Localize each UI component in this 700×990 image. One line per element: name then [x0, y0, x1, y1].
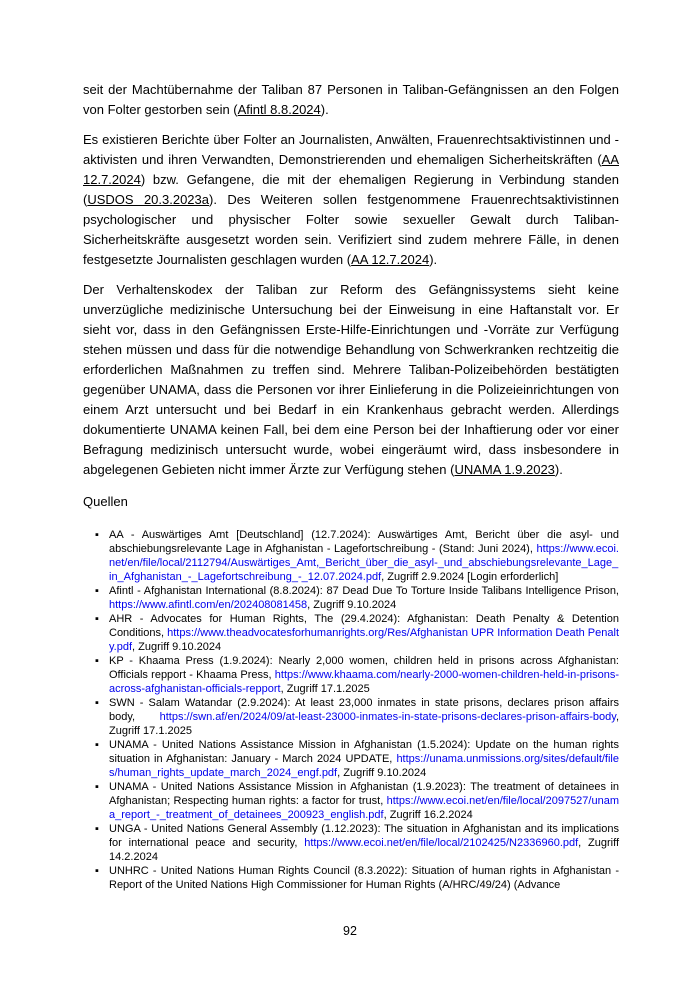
source-text: , Zugriff 9.10.2024: [132, 641, 222, 653]
source-item: [83, 822, 619, 864]
citation-link[interactable]: UNAMA 1.9.2023: [454, 462, 555, 477]
source-text: UNHRC - United Nations Human Rights Council (8.3.2022): Situation of human rights in Afghanistan - Report of the United Nations High Commissioner for Human Rights (A/HRC/49/24) (Advance: [109, 865, 619, 891]
bullet-icon: ▪: [95, 613, 99, 625]
bullet-icon: ▪: [95, 781, 99, 793]
source-text: , Zugriff 17.1.2025: [109, 711, 619, 737]
body-paragraph: [83, 80, 619, 120]
paragraph-text: ). Des Weiteren sollen festgenommene Frauenrechtsaktivistinnen psychologischer und physischer Folter sowie sexueller Gewalt durch Taliban-Sicherheitskräfte ausgesetzt worden sein. Verifiziert sind zudem mehrere Fälle, in denen festgesetzte Journalisten geschlagen wurden (: [83, 192, 619, 267]
sources-heading: Quellen: [83, 494, 128, 509]
source-text: , Zugriff 17.1.2025: [280, 683, 370, 695]
source-item: [83, 612, 619, 654]
bullet-icon: ▪: [95, 697, 99, 709]
main-content: [83, 80, 619, 892]
paragraph-text: ) bzw. Gefangene, die mit der ehemaligen Regierung in Verbindung standen (: [83, 172, 619, 207]
citation-link[interactable]: Afintl 8.8.2024: [237, 102, 321, 117]
paragraph-text: ).: [554, 462, 563, 477]
source-text: UNGA - United Nations General Assembly (1.12.2023): The situation in Afghanistan and its implications for international peace and security,: [109, 823, 619, 849]
source-item: [83, 654, 619, 696]
paragraph-text: ).: [429, 252, 438, 267]
paragraph-text: Der Verhaltenskodex der Taliban zur Reform des Gefängnissystems sieht keine unverzügliche medizinische Untersuchung bei der Einweisung in eine Haftanstalt vor. Er sieht vor, dass in den Gefängnissen Erste-Hilfe-Einrichtungen und -Vorräte zur Verfügung stehen müssen und dass für die notwendige Behandlung von Schwerkranken rechtzeitig die erforderlichen Maßnahmen zu treffen sind. Mehrere Taliban-Polizeibehörden bestätigten gegenüber UNAMA, dass die Personen vor ihrer Einlieferung in die Polizeieinrichtungen von einem Arzt untersucht und bei Bedarf in ein Krankenhaus gebracht werden. Allerdings dokumentierte UNAMA keinen Fall, bei dem eine Person bei der Inhaftierung oder vor einer Befragung medizinisch untersucht wurde, wobei eingeräumt wird, dass insbesondere in abgelegenen Gebieten nicht immer Ärzte zur Verfügung stehen (: [83, 282, 619, 477]
source-text: , Zugriff 9.10.2024: [337, 767, 427, 779]
source-link[interactable]: https://unama.unmissions.org/sites/default/files/human_rights_update_march_2024_engf.pdf: [109, 753, 619, 779]
bullet-icon: ▪: [95, 823, 99, 835]
source-text: KP - Khaama Press (1.9.2024): Nearly 2,000 women, children held in prisons across Afghanistan: Officials repport - Khaama Press,: [109, 655, 619, 681]
source-text: Afintl - Afghanistan International (8.8.2024): 87 Dead Due To Torture Inside Talibans Intelligence Prison,: [109, 585, 619, 597]
citation-link[interactable]: AA 12.7.2024: [83, 152, 619, 187]
bullet-icon: ▪: [95, 739, 99, 751]
source-text: AHR - Advocates for Human Rights, The (29.4.2024): Afghanistan: Death Penalty & Detention Conditions,: [109, 613, 619, 639]
bullet-icon: ▪: [95, 655, 99, 667]
bullet-icon: ▪: [95, 585, 99, 597]
source-text: , Zugriff 16.2.2024: [383, 809, 473, 821]
source-list: [83, 528, 619, 892]
source-item: [83, 738, 619, 780]
citation-link[interactable]: USDOS 20.3.2023a: [87, 192, 210, 207]
source-text: , Zugriff 14.2.2024: [109, 837, 619, 863]
source-link[interactable]: https://www.theadvocatesforhumanrights.org/Res/Afghanistan UPR Information Death Penalty.pdf: [109, 627, 619, 653]
source-link[interactable]: https://www.ecoi.net/en/file/local/2102425/N2336960.pdf: [304, 837, 579, 849]
source-text: , Zugriff 9.10.2024: [307, 599, 397, 611]
citation-link[interactable]: AA 12.7.2024: [351, 252, 430, 267]
source-item: [83, 780, 619, 822]
source-link[interactable]: https://www.ecoi.net/en/file/local/2097527/unama_report_-_treatment_of_detainees_200923_english.pdf: [109, 795, 619, 821]
source-item: [83, 584, 619, 612]
source-link[interactable]: https://www.afintl.com/en/202408081458: [109, 599, 308, 611]
bullet-icon: ▪: [95, 529, 99, 541]
paragraph-text: seit der Machtübernahme der Taliban 87 Personen in Taliban-Gefängnissen an den Folgen von Folter gestorben sein (: [83, 82, 619, 117]
page-number: 92: [343, 924, 357, 938]
source-text: UNAMA - United Nations Assistance Mission in Afghanistan (1.9.2023): The treatment of detainees in Afghanistan; Respecting human rights: a factor for trust,: [109, 781, 619, 807]
source-text: , Zugriff 2.9.2024 [Login erforderlich]: [381, 571, 559, 583]
source-link[interactable]: https://www.khaama.com/nearly-2000-women-children-held-in-prisons-across-afghanistan-officials-repport: [109, 669, 619, 695]
source-text: SWN - Salam Watandar (2.9.2024): At least 23,000 inmates in state prisons, declares prison affairs body,: [109, 697, 619, 723]
body-paragraph: [83, 280, 619, 480]
body-paragraph: [83, 130, 619, 270]
source-item: [83, 696, 619, 738]
source-item: [83, 528, 619, 584]
paragraph-text: ).: [320, 102, 329, 117]
source-item: [83, 864, 619, 892]
source-text: AA - Auswärtiges Amt [Deutschland] (12.7.2024): Auswärtiges Amt, Bericht über die asyl- und abschiebungsrelevante Lage in Afghanistan - Lagefortschreibung - (Stand: Juni 2024),: [109, 529, 619, 555]
paragraph-text: Es existieren Berichte über Folter an Journalisten, Anwälten, Frauenrechtsaktivistinnen und -aktivisten und ihren Verwandten, Demonstrierenden und ehemaligen Sicherheitskräften (: [83, 132, 619, 167]
bullet-icon: ▪: [95, 865, 99, 877]
source-text: UNAMA - United Nations Assistance Mission in Afghanistan (1.5.2024): Update on the human rights situation in Afghanistan: January - March 2024 UPDATE,: [109, 739, 619, 765]
source-link[interactable]: https://swn.af/en/2024/09/at-least-23000-inmates-in-state-prisons-declares-prison-affairs-body: [159, 711, 616, 723]
source-link[interactable]: https://www.ecoi.net/en/file/local/2112794/Auswärtiges_Amt,_Bericht_über_die_asyl-_und_abschiebungsrelevante_Lage_in_Afghanistan_-_Lagefortschreibung_-_12.07.2024.pdf: [109, 543, 619, 583]
